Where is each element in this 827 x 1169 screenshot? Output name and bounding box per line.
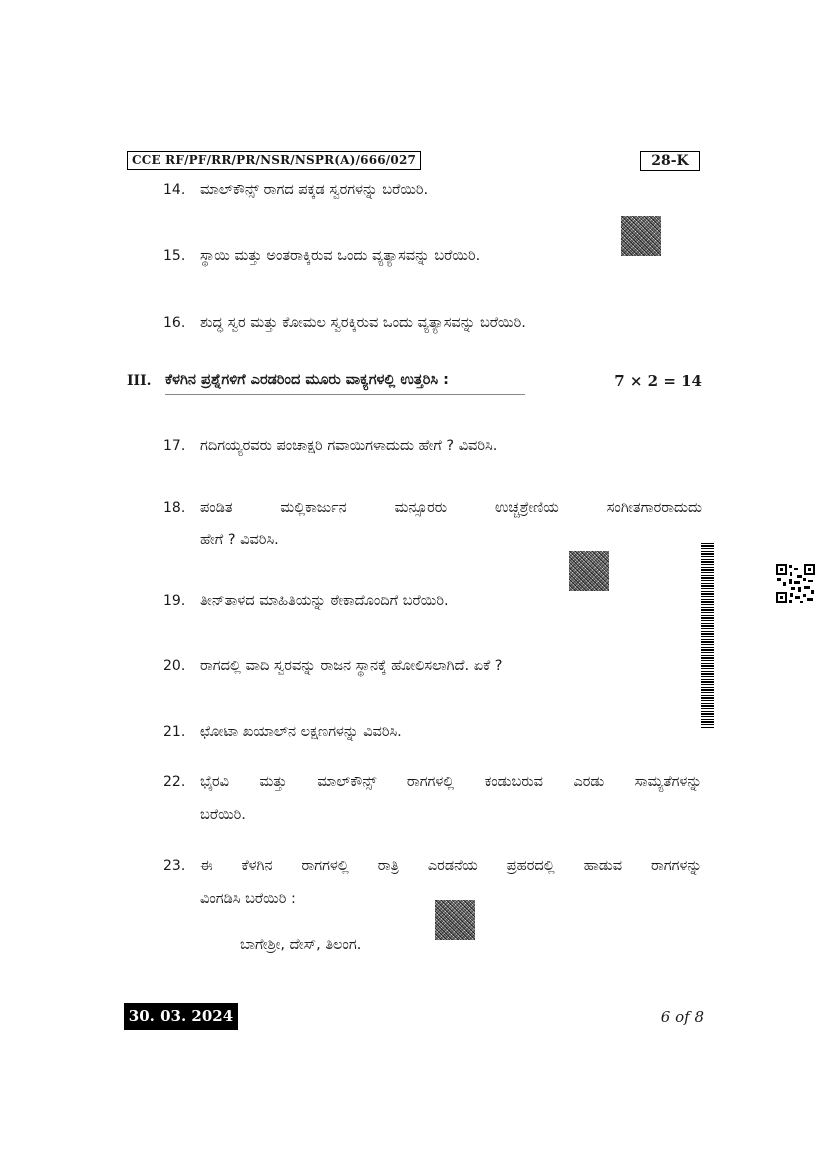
question-text: ತೀನ್‌ತಾಳದ ಮಾಹಿತಿಯನ್ನು ಠೇಕಾದೊಂದಿಗೆ ಬರೆಯಿರಿ. — [200, 593, 449, 609]
question-text: ರಾಗದಲ್ಲಿ ವಾದಿ ಸ್ವರವನ್ನು ರಾಜನ ಸ್ಥಾನಕ್ಕೆ ಹೋಲಿಸಲಾಗಿದೆ. ಏಕೆ ? — [200, 658, 503, 674]
question-number: 21. — [163, 724, 186, 740]
question-text: ಛೋಟಾ ಖಯಾಲ್‌ನ ಲಕ್ಷಣಗಳನ್ನು ವಿವರಿಸಿ. — [200, 724, 402, 740]
question-text: ಗದಿಗಯ್ಯರವರು ಪಂಚಾಕ್ಷರಿ ಗವಾಯಿಗಳಾದುದು ಹೇಗೆ ? ವಿವರಿಸಿ. — [200, 438, 498, 454]
question-number: 15. — [163, 248, 186, 264]
question-text: ಪಂಡಿತ ಮಲ್ಲಿಕಾರ್ಜುನ ಮನ್ಸೂರರು ಉಚ್ಚಶ್ರೇಣಿಯ ಸಂಗೀತಗಾರರಾದುದು — [200, 500, 702, 516]
question-text-cont: ವಿಂಗಡಿಸಿ ಬರೆಯಿರಿ : — [200, 891, 296, 907]
question-text: ಈ ಕೆಳಗಿನ ರಾಗಗಳಲ್ಲಿ ರಾತ್ರಿ ಎರಡನೆಯ ಪ್ರಹರದಲ್ಲಿ ಹಾಡುವ ರಾಗಗಳನ್ನು — [200, 858, 702, 874]
question-text: ಭೈರವಿ ಮತ್ತು ಮಾಲ್‌ಕೌನ್ಸ್ ರಾಗಗಳಲ್ಲಿ ಕಂಡುಬರುವ ಎರಡು ಸಾಮ್ಯತೆಗಳನ್ನು — [200, 774, 702, 790]
question-number: 22. — [163, 774, 186, 790]
question-text: ಸ್ಥಾಯಿ ಮತ್ತು ಅಂತರಾಕ್ಕಿರುವ ಒಂದು ವ್ಯತ್ಯಾಸವನ್ನು ಬರೆಯಿರಿ. — [200, 248, 481, 264]
section-marks: 7 × 2 = 14 — [614, 372, 702, 390]
question-number: 17. — [163, 438, 186, 454]
question-number: 14. — [163, 182, 186, 198]
question-number: 23. — [163, 858, 186, 874]
section-number: III. — [127, 373, 152, 389]
question-number: 20. — [163, 658, 186, 674]
section-instruction: ಕೆಳಗಿನ ಪ್ರಶ್ನೆಗಳಿಗೆ ಎರಡರಿಂದ ಮೂರು ವಾಕ್ಯಗಳಲ್ಲಿ ಉತ್ತರಿಸಿ : — [165, 372, 525, 395]
question-number: 18. — [163, 500, 186, 516]
question-text-cont: ಬರೆಯಿರಿ. — [200, 807, 246, 823]
raga-options: ಬಾಗೇಶ್ರೀ, ದೇಸ್, ತಿಲಂಗ. — [240, 937, 362, 953]
security-pattern-1 — [621, 216, 661, 256]
question-text: ಮಾಲ್‌ಕೌನ್ಸ್ ರಾಗದ ಪಕ್ಕಡ ಸ್ವರಗಳನ್ನು ಬರೆಯಿರಿ. — [200, 182, 429, 198]
security-pattern-2 — [569, 551, 609, 591]
exam-date: 30. 03. 2024 — [124, 1003, 238, 1030]
question-number: 19. — [163, 593, 186, 609]
page-number: 6 of 8 — [660, 1008, 704, 1026]
question-text: ಶುದ್ಧ ಸ್ವರ ಮತ್ತು ಕೋಮಲ ಸ್ವರಕ್ಕಿರುವ ಒಂದು ವ್ಯತ್ಯಾಸವನ್ನು ಬರೆಯಿರಿ. — [200, 315, 526, 331]
security-pattern-3 — [435, 900, 475, 940]
question-text-cont: ಹೇಗೆ ? ವಿವರಿಸಿ. — [200, 532, 279, 548]
barcode — [701, 543, 714, 729]
qr-code — [775, 563, 816, 604]
question-number: 16. — [163, 315, 186, 331]
paper-code-box: 28-K — [640, 151, 700, 171]
exam-code-box: CCE RF/PF/RR/PR/NSR/NSPR(A)/666/027 — [127, 151, 421, 170]
